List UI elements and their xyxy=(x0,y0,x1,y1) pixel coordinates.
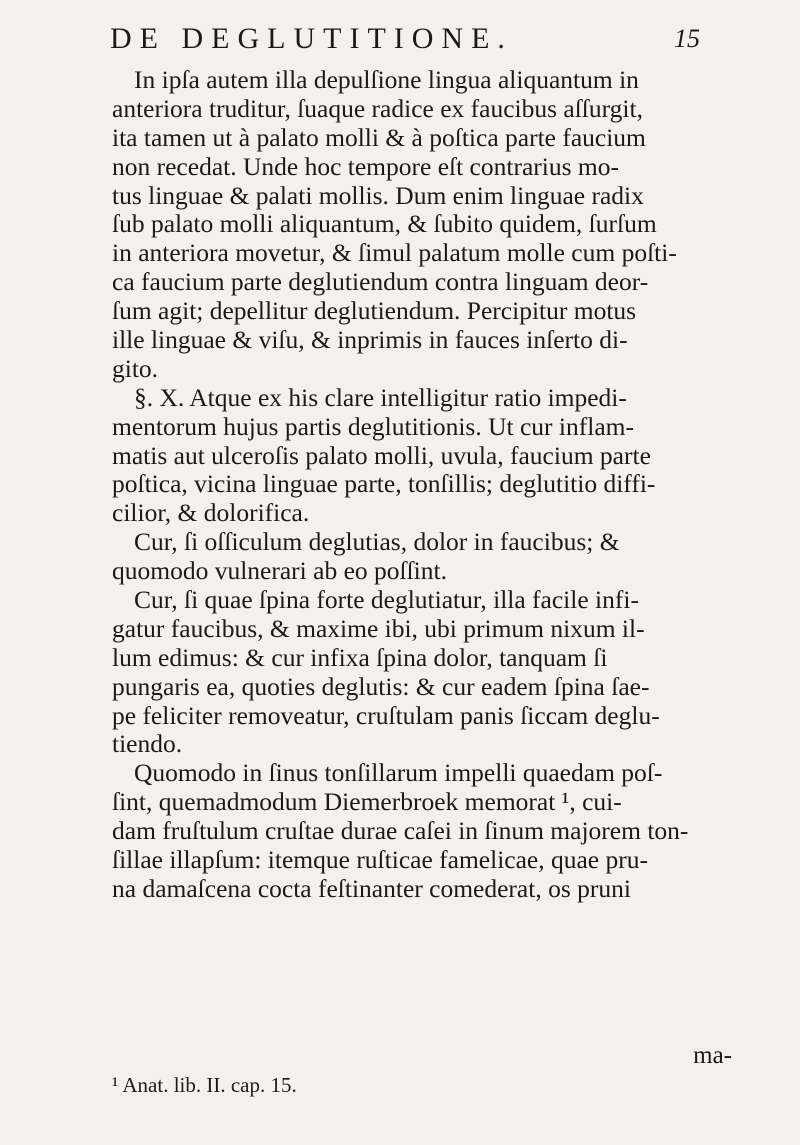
catchword-row xyxy=(112,1043,732,1069)
text-line: ca faucium parte deglutiendum contra linguam deor- xyxy=(112,268,649,297)
text-line: na damaſcena cocta feſtinanter comederat, os pruni xyxy=(112,874,631,903)
text-line: ille linguae & viſu, & inprimis in fauces inſerto di- xyxy=(112,326,628,355)
text-line: Quomodo in ſinus tonſillarum impelli quaedam poſ- xyxy=(134,759,663,788)
text-line: dam fruſtulum cruſtae durae caſei in ſinum majorem ton- xyxy=(112,817,689,846)
text-line: tus linguae & palati mollis. Dum enim linguae radix xyxy=(112,181,644,210)
text-line: quomodo vulnerari ab eo poſſint. xyxy=(112,557,447,586)
text-line: gatur faucibus, & maxime ibi, ubi primum nixum il- xyxy=(112,614,645,643)
text-line: Cur, ſi oſſiculum deglutias, dolor in faucibus; & xyxy=(134,528,620,557)
text-line: tiendo. xyxy=(112,730,183,759)
text-line: anteriora truditur, ſuaque radice ex faucibus aſſurgit, xyxy=(112,94,643,123)
text-line: cilior, & dolorifica. xyxy=(112,499,310,528)
text-line: lum edimus: & cur infixa ſpina dolor, tanquam ſi xyxy=(112,643,608,672)
text-line: in anteriora movetur, & ſimul palatum molle cum poſti- xyxy=(112,239,677,268)
text-line: gito. xyxy=(112,354,159,383)
text-line: poſtica, vicina linguae parte, tonſillis; deglutitio diffi- xyxy=(112,470,656,499)
text-line: pungaris ea, quoties deglutis: & cur eadem ſpina ſae- xyxy=(112,672,650,701)
catchword: ma- xyxy=(693,1042,732,1069)
body-text xyxy=(112,66,732,904)
text-line: matis aut ulceroſis palato molli, uvula, faucium parte xyxy=(112,441,651,470)
text-line: ſub palato molli aliquantum, & ſubito quidem, ſurſum xyxy=(112,210,657,239)
text-line: In ipſa autem illa depulſione lingua aliquantum in xyxy=(134,66,639,94)
text-line: ſint, quemadmodum Diemerbroek memorat ¹, cui- xyxy=(112,788,622,817)
text-line: ſum agit; depellitur deglutiendum. Percipitur motus xyxy=(112,297,637,326)
page-number: 15 xyxy=(674,24,700,53)
footnote: ¹ Anat. lib. II. cap. 15. xyxy=(112,1073,297,1097)
text-line: ita tamen ut à palato molli & à poſtica parte faucium xyxy=(112,123,646,152)
text-line: Cur, ſi quae ſpina forte deglutiatur, illa facile infi- xyxy=(134,586,639,615)
page-header xyxy=(110,14,710,64)
text-line: non recedat. Unde hoc tempore eſt contrarius mo- xyxy=(112,152,619,181)
section-heading-line: §. X. Atque ex his clare intelligitur ratio impedi- xyxy=(134,383,627,412)
text-line: pe feliciter removeatur, cruſtulam panis ſiccam deglu- xyxy=(112,701,660,730)
running-head: DE DEGLUTITIONE. xyxy=(110,22,513,55)
text-line: mentorum hujus partis deglutitionis. Ut cur inflam- xyxy=(112,412,634,441)
text-line: ſillae illapſum: itemque ruſticae famelicae, quae pru- xyxy=(112,846,648,875)
